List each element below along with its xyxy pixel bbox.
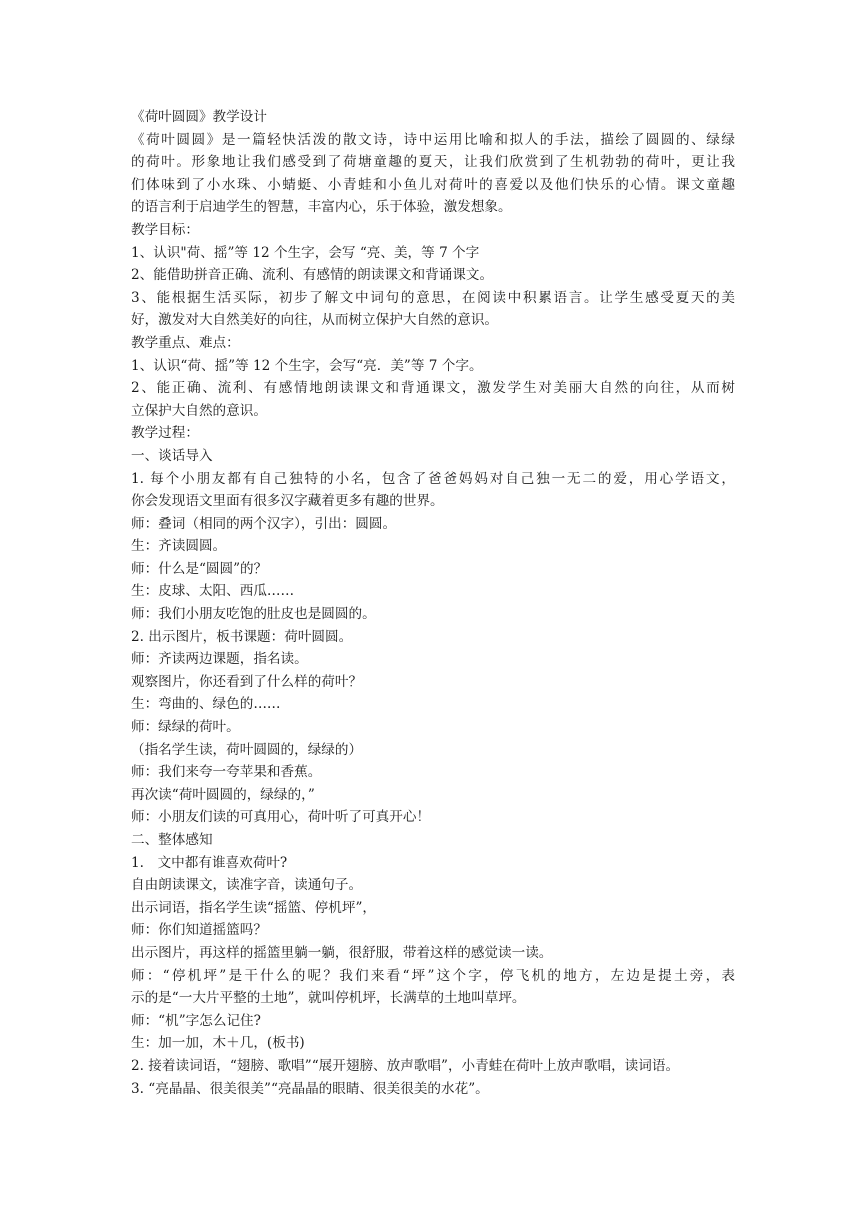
paragraph-line: 1. 每个小朋友都有自己独特的小名，包含了爸爸妈妈对自己独一无二的爱，用心学语文， [131, 470, 735, 487]
dialogue-line: 师：我们小朋友吃饱的肚皮也是圆圆的。 [131, 606, 376, 623]
section-heading: 教学过程： [131, 425, 199, 442]
list-item: 1、认识"荷、摇”等 12 个生字，会写 “亮、美，等 7 个字 [131, 244, 480, 261]
list-item: 2、能正确、流利、有感情地朗读课文和背通课文，激发学生对美丽大自然的向往，从而树 [131, 380, 735, 397]
dialogue-line: 师：小朋友们读的可真用心，荷叶听了可真开心！ [131, 809, 431, 826]
subsection-heading: 二、整体感知 [131, 832, 213, 848]
paragraph-line: 你会发现语文里面有很多汉字藏着更多有趣的世界。 [131, 493, 444, 510]
dialogue-line: 生：加一加，木＋几，(板书) [131, 1035, 305, 1052]
intro-paragraph-line: 们体味到了小水珠、小蜻蜓、小青蛙和小鱼儿对荷叶的喜爱以及他们快乐的心情。课文童趣 [131, 176, 735, 193]
paragraph-line: 2. 出示图片，板书课题：荷叶圆圆。 [131, 628, 353, 645]
paragraph-line: 3. “亮晶晶、很美很美”“亮晶晶的眼睛、很美很美的水花”。 [131, 1080, 489, 1097]
paragraph-line: 出示图片，再这样的摇篮里躺一躺，很舒服，带着这样的感觉读一读。 [131, 944, 553, 961]
section-heading: 教学重点、难点： [131, 334, 240, 351]
paragraph-line: 2. 接着读词语，“翅膀、歌唱”“展开翅膀、放声歌唱”，小青蛙在荷叶上放声歌唱，读词语。 [131, 1057, 680, 1074]
list-item: 3、能根据生活买际，初步了解文中词句的意思，在阅读中积累语言。让学生感受夏天的美 [131, 289, 735, 306]
doc-title: 《荷叶圆圆》教学设计 [131, 109, 267, 125]
intro-paragraph-line: 的语言利于启迪学生的智慧，丰富内心，乐于体验，激发想象。 [131, 199, 512, 216]
dialogue-line: 师：齐读两边课题，指名读。 [131, 651, 308, 668]
document-body [131, 106, 735, 1100]
paragraph-line: （指名学生读，荷叶圆圆的，绿绿的） [131, 741, 363, 758]
paragraph-line: 自由朗读课文，读准字音，读通句子。 [131, 877, 363, 894]
dialogue-line: 师：“停机坪”是干什么的呢？我们来看“坪”这个字，停飞机的地方，左边是提土旁，表 [131, 967, 735, 984]
subsection-heading: 一、谈话导入 [131, 447, 213, 464]
section-heading: 教学目标： [131, 221, 199, 238]
paragraph-line: 示的是“一大片平整的土地”，就叫停机坪，长满草的土地叫草坪。 [131, 990, 526, 1007]
dialogue-line: 师：叠词（相同的两个汉字），引出：圆圆。 [131, 515, 397, 532]
list-item-continuation: 立保护大自然的意识。 [131, 402, 267, 419]
paragraph-line: 1. 文中都有谁喜欢荷叶? [131, 854, 288, 871]
dialogue-line: 师：绿绿的荷叶。 [131, 719, 240, 736]
dialogue-line: 师：你们知道摇篮吗？ [131, 922, 267, 939]
intro-paragraph-line: 《荷叶圆圆》是一篇轻快活泼的散文诗，诗中运用比喻和拟人的手法，描绘了圆圆的、绿绿 [131, 131, 735, 148]
list-item-continuation: 好，激发对大自然美好的向往，从而树立保护大自然的意识。 [131, 312, 499, 329]
dialogue-line: 生：皮球、太阳、西瓜…… [131, 583, 295, 600]
dialogue-line: 生：弯曲的、绿色的…… [131, 696, 281, 713]
dialogue-line: 师：我们来夸一夸苹果和香蕉。 [131, 764, 322, 781]
dialogue-line: 师：“机”字怎么记住? [131, 1012, 261, 1029]
list-item: 1、认识“荷、摇”等 12 个生字，会写“亮．美”等 7 个字。 [131, 357, 483, 374]
dialogue-line: 生：齐读圆圆。 [131, 538, 227, 555]
list-item: 2、能借助拼音正确、流利、有感情的朗读课文和背诵课文。 [131, 267, 494, 284]
paragraph-line: 观察图片，你还看到了什么样的荷叶？ [131, 673, 363, 690]
dialogue-line: 师：什么是“圆圆”的？ [131, 560, 268, 577]
paragraph-line: 出示词语，指名学生读“摇篮、停机坪”， [131, 899, 376, 916]
intro-paragraph-line: 的荷叶。形象地让我们感受到了荷塘童趣的夏天，让我们欣赏到了生机勃勃的荷叶，更让我 [131, 154, 735, 171]
paragraph-line: 再次读“荷叶圆圆的，绿绿的，” [131, 786, 315, 803]
